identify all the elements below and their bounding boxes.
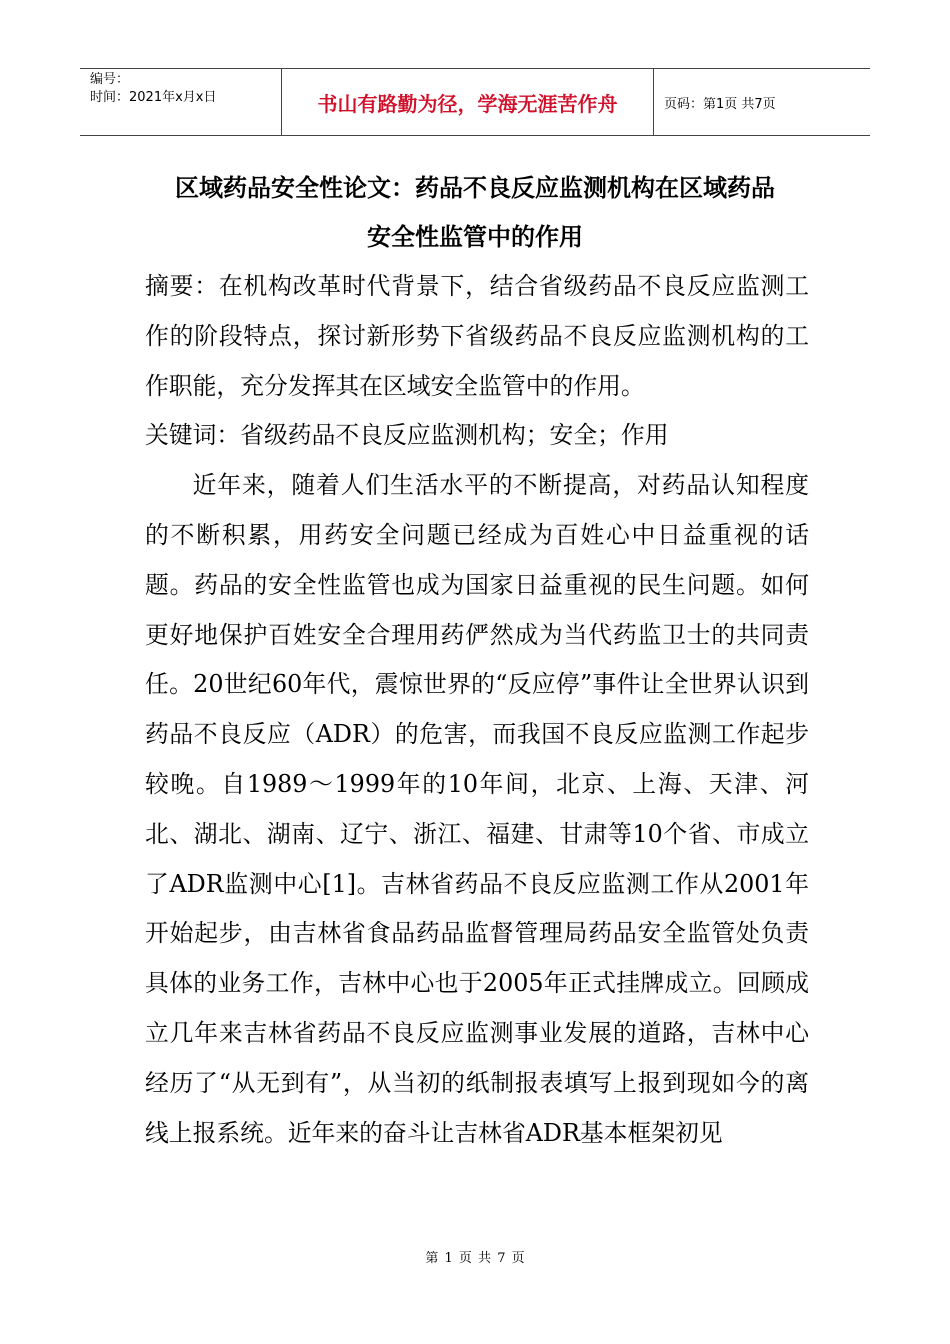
- abstract-paragraph: 摘要：在机构改革时代背景下，结合省级药品不良反应监测工作的阶段特点，探讨新形势下省级药品不良反应监测机构的工作职能，充分发挥其在区域安全监管中的作用。: [145, 272, 809, 400]
- document-number-label: 编号：: [90, 72, 130, 87]
- header-meta-cell: [80, 69, 282, 135]
- document-date-label: 时间：2021年x月x日: [90, 90, 217, 105]
- keywords-paragraph: 关键词：省级药品不良反应监测机构；安全；作用: [145, 421, 669, 450]
- title-line-2: 安全性监管中的作用: [367, 223, 583, 251]
- document-body: [145, 262, 809, 1158]
- header-page-info: 页码：第1页 共7页: [664, 96, 776, 112]
- document-header: [80, 68, 870, 136]
- body-paragraph: 近年来，随着人们生活水平的不断提高，对药品认知程度的不断积累，用药安全问题已经成为百姓心中日益重视的话题。药品的安全性监管也成为国家日益重视的民生问题。如何更好地保护百姓安全合理用药俨然成为当代药监卫士的共同责任。20世纪60年代，震惊世界的“反应停”事件让全世界认识到药品不良反应（ADR）的危害，而我国不良反应监测工作起步较晚。自1989～1999年的10年间，北京、上海、天津、河北、湖北、湖南、辽宁、浙江、福建、甘肃等10个省、市成立了ADR监测中心[1]。吉林省药品不良反应监测工作从2001年开始起步，由吉林省食品药品监督管理局药品安全监管处负责具体的业务工作，吉林中心也于2005年正式挂牌成立。回顾成立几年来吉林省药品不良反应监测事业发展的道路，吉林中心经历了“从无到有”，从当初的纸制报表填写上报到现如今的离线上报系统。近年来的奋斗让吉林省ADR基本框架初见: [145, 471, 809, 1147]
- title-line-1: 区域药品安全性论文：药品不良反应监测机构在区域药品: [175, 174, 775, 202]
- header-motto: 书山有路勤为径，学海无涯苦作舟: [282, 69, 654, 135]
- page-footer: 第 1 页 共 7 页: [425, 1251, 525, 1266]
- document-title: [80, 164, 870, 262]
